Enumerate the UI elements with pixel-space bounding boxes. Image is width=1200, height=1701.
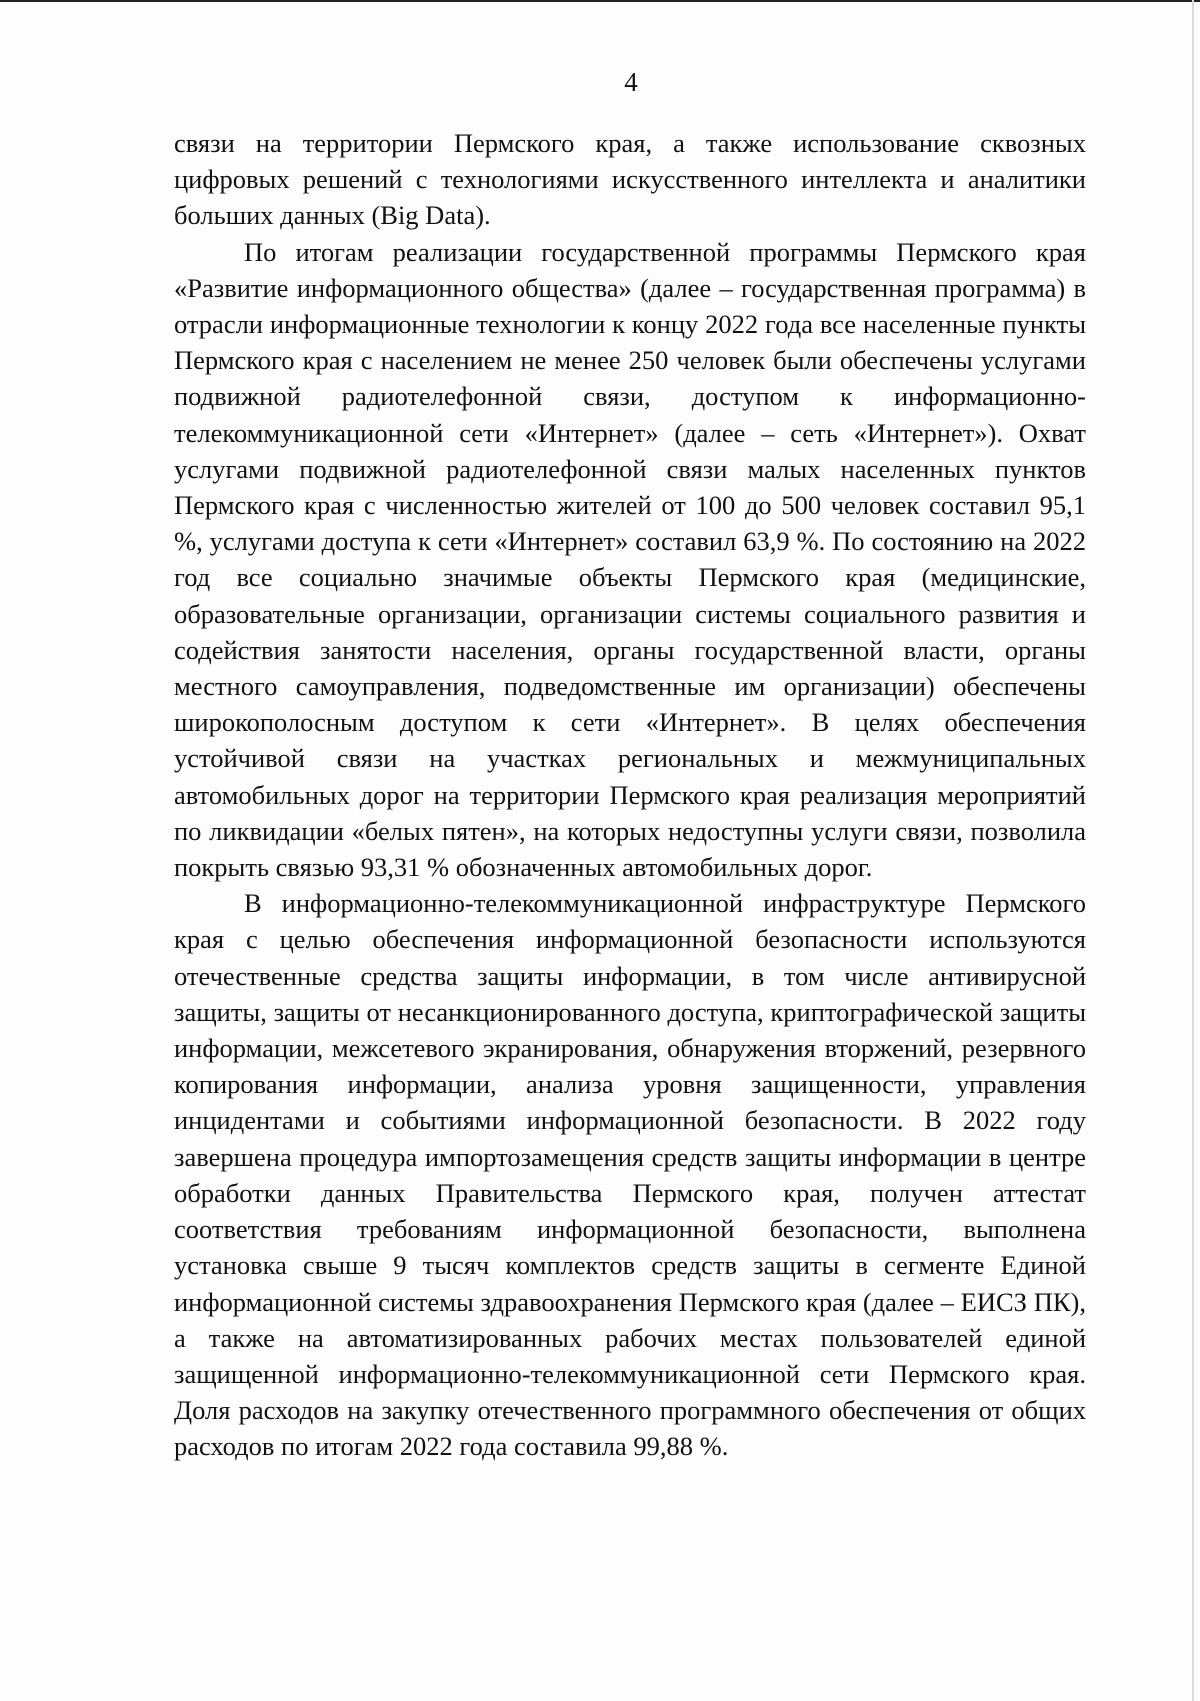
page-number: 4 <box>624 67 638 97</box>
document-body <box>174 125 1086 1465</box>
paragraph-information-security: В информационно-телекоммуникационной инфраструктуре Пермского края с целью обеспечения информационной безопасности используются отечественные средства защиты информации, в том числе антивирусной защиты, защиты от несанкционированного доступа, криптографической защиты информации, межсетевого экранирования, обнаружения вторжений, резервного копирования информации, анализа уровня защищенности, управления инцидентами и событиями информационной безопасности. В 2022 году завершена процедура импортозамещения средств защиты информации в центре обработки данных Правительства Пермского края, получен аттестат соответствия требованиям информационной безопасности, выполнена установка свыше 9 тысяч комплектов средств защиты в сегменте Единой информационной системы здравоохранения Пермского края (далее – ЕИСЗ ПК), а также на автоматизированных рабочих местах пользователей единой защищенной информационно-телекоммуникационной сети Пермского края. Доля расходов на закупку отечественного программного обеспечения от общих расходов по итогам 2022 года составила 99,88 %. <box>174 888 1086 1462</box>
scan-top-edge <box>0 0 1200 2</box>
paragraph-program-results: По итогам реализации государственной программы Пермского края «Развитие информационного общества» (далее – государственная программа) в отрасли информационные технологии к концу 2022 года все населенные пункты Пермского края с населением не менее 250 человек были обеспечены услугами подвижной радиотелефонной связи, доступом к информационно-телекоммуникационной сети «Интернет» (далее – сеть «Интернет»). Охват услугами подвижной радиотелефонной связи малых населенных пунктов Пермского края с численностью жителей от 100 до 500 человек составил 95,1 %, услугами доступа к сети «Интернет» составил 63,9 %. По состоянию на 2022 год все социально значимые объекты Пермского края (медицинские, образовательные организации, организации системы социального развития и содействия занятости населения, органы государственной власти, органы местного самоуправления, подведомственные им организации) обеспечены широкополосным доступом к сети «Интернет». В целях обеспечения устойчивой связи на участках региональных и межмуниципальных автомобильных дорог на территории Пермского края реализация мероприятий по ликвидации «белых пятен», на которых недоступны услуги связи, позволила покрыть связью 93,31 % обозначенных автомобильных дорог. <box>174 236 1086 883</box>
scan-right-edge <box>1192 0 1194 1701</box>
paragraph-continuation: связи на территории Пермского края, а также использование сквозных цифровых решений с технологиями искусственного интеллекта и аналитики больших данных (Big Data). <box>174 128 1086 231</box>
